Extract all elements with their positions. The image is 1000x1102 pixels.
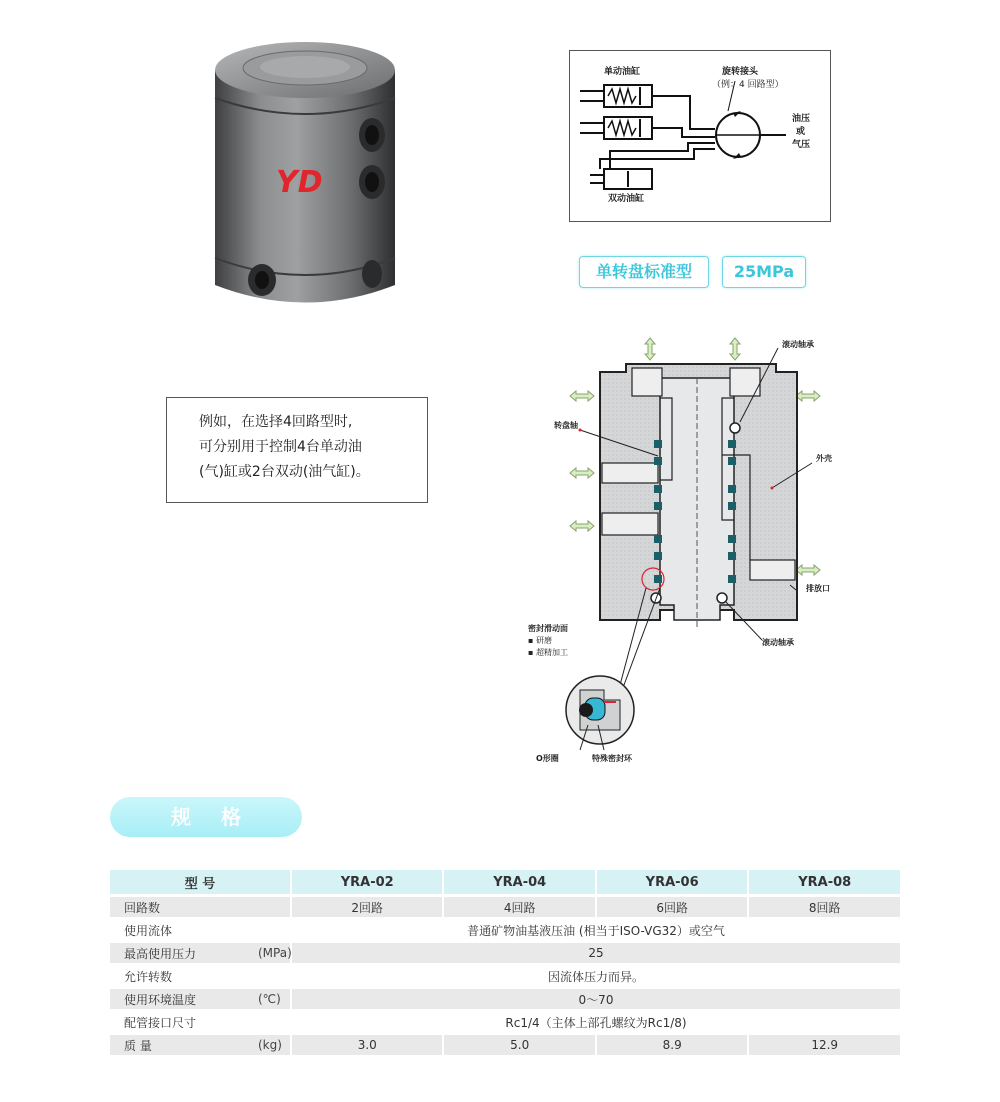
row-label: 使用环境温度 (℃)	[110, 989, 290, 1009]
table-header-row	[110, 870, 900, 894]
note-line: 例如，在选择4回路型时,	[199, 414, 353, 430]
single-cylinder-label: 单动油缸	[604, 67, 641, 77]
product-photo	[200, 30, 410, 320]
row-label: 配管接口尺寸	[124, 1015, 197, 1030]
seal-surface-label: 密封滑动面	[528, 624, 568, 633]
shaft-label: 转盘轴	[554, 421, 578, 430]
model-header: YRA-04	[442, 870, 594, 894]
unit-label: (℃)	[258, 992, 281, 1006]
cell: 8回路	[747, 897, 900, 917]
table-row	[110, 920, 900, 940]
bearing-top-label: 滚动轴承	[782, 340, 814, 349]
cell: 6回路	[595, 897, 747, 917]
oring-label: O形圈	[536, 754, 559, 763]
spec-heading: 规格	[110, 797, 302, 837]
seal-item-label: ▪ 超精加工	[528, 648, 568, 657]
note-box	[166, 397, 428, 503]
row-label: 最高使用压力 (MPa)	[110, 943, 290, 963]
table-row	[110, 989, 900, 1009]
model-header: YRA-02	[290, 870, 442, 894]
pressure-badge: 25MPa	[722, 256, 806, 288]
oil-pressure-label: 油压	[792, 114, 811, 124]
air-pressure-label: 气压	[792, 140, 811, 150]
cell: 25	[290, 943, 900, 963]
table-row	[110, 1012, 900, 1032]
unit-label: (MPa)	[258, 946, 292, 960]
table-row	[110, 966, 900, 986]
cell: Rc1/4（主体上部孔螺纹为Rc1/8)	[290, 1012, 900, 1032]
cell: 2回路	[290, 897, 442, 917]
cell: 普通矿物油基液压油 (相当于ISO-VG32）或空气	[290, 920, 900, 940]
drain-label: 排放口	[806, 584, 830, 593]
table-row	[110, 897, 900, 917]
housing-label: 外壳	[816, 454, 832, 463]
double-cylinder-label: 双动油缸	[608, 194, 645, 204]
row-label: 质 量 (kg)	[110, 1035, 290, 1055]
model-header: YRA-08	[747, 870, 900, 894]
type-badge: 单转盘标准型	[579, 256, 709, 288]
seal-item-label: ▪ 研磨	[528, 636, 552, 645]
row-label: 使用流体	[124, 923, 173, 938]
table-row	[110, 943, 900, 963]
header-label: 型 号	[110, 870, 290, 894]
cell: 因流体压力而异。	[290, 966, 900, 986]
cell: 4回路	[442, 897, 594, 917]
cell: 8.9	[595, 1035, 747, 1055]
model-header: YRA-06	[595, 870, 747, 894]
cell: 5.0	[442, 1035, 594, 1055]
rotary-joint-label: 旋转接头	[722, 67, 759, 77]
table-row	[110, 1035, 900, 1055]
unit-label: (kg)	[258, 1038, 282, 1052]
circuit-diagram	[569, 50, 831, 222]
note-line: (气)缸或2台双动(油气缸)。	[199, 464, 370, 480]
special-seal-label: 特殊密封环	[592, 754, 632, 763]
or-label: 或	[796, 127, 806, 137]
spec-table	[110, 867, 900, 1058]
note-line: 可分别用于控制4台单动油	[199, 439, 362, 455]
row-label: 回路数	[110, 897, 290, 917]
logo-text: YD	[276, 165, 323, 200]
section-diagram	[500, 330, 860, 780]
example-label: （例：4 回路型）	[712, 80, 784, 90]
bearing-bottom-label: 滚动轴承	[762, 638, 794, 647]
cell: 0～70	[290, 989, 900, 1009]
cell: 12.9	[747, 1035, 900, 1055]
row-label: 允许转数	[124, 969, 173, 984]
cell: 3.0	[290, 1035, 442, 1055]
